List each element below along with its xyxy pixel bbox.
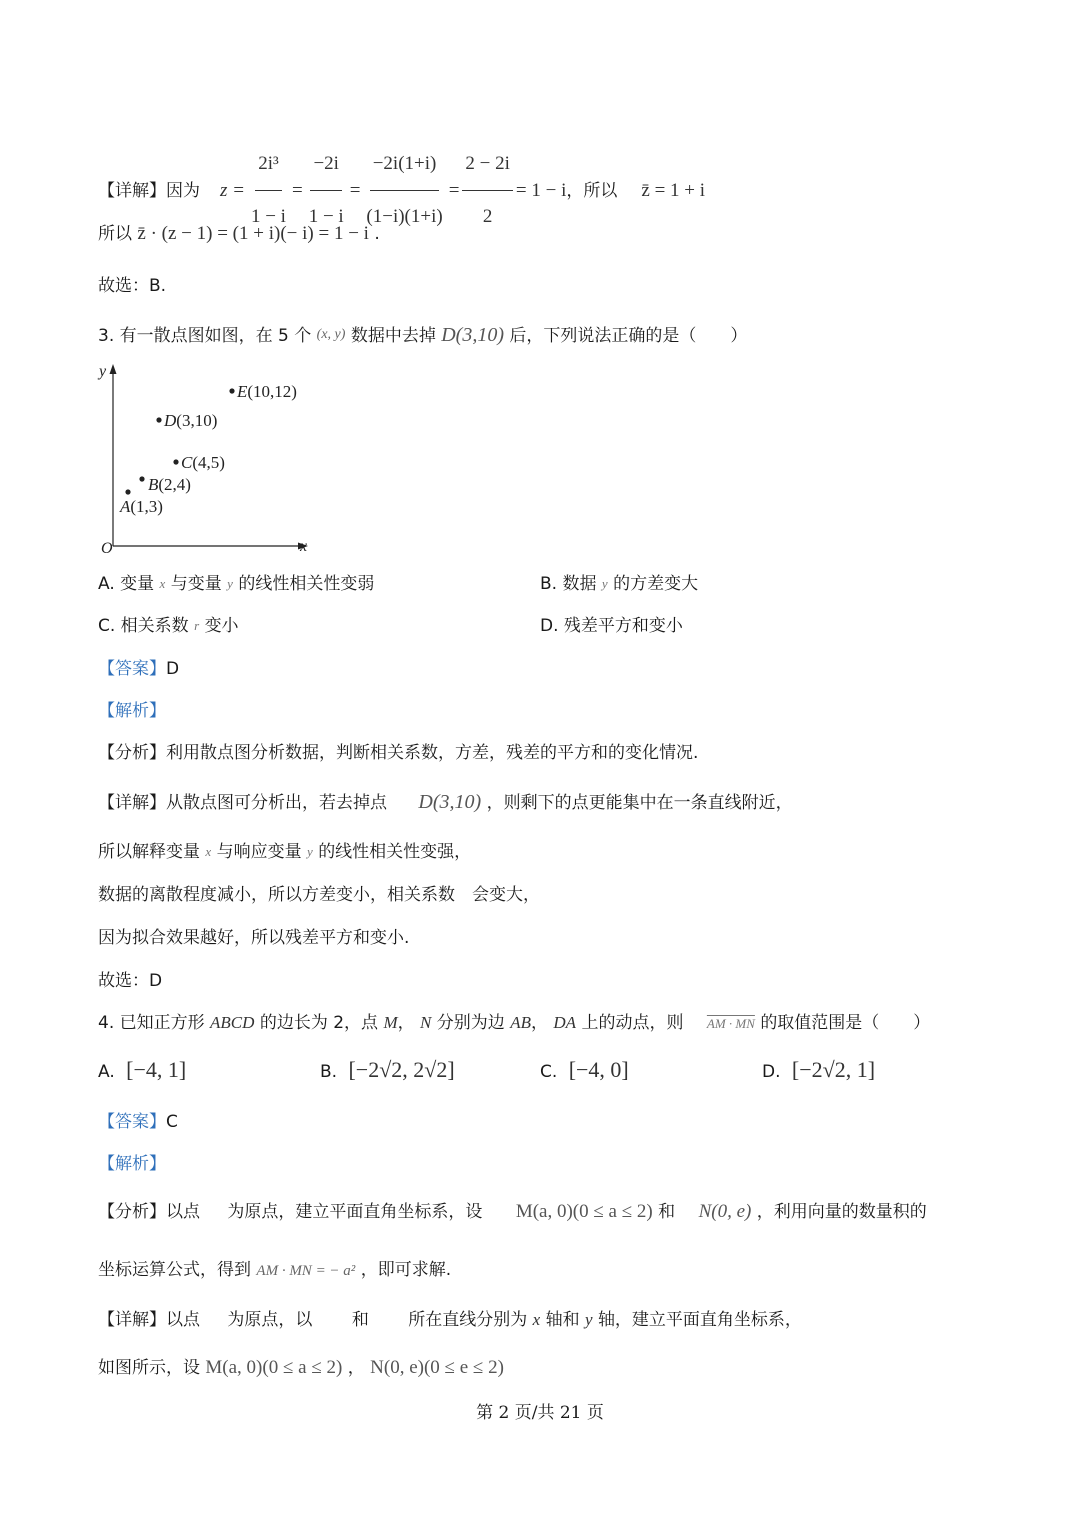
scatter-point-label: A(1,3) [120,497,163,516]
q3-xiangjie-2: 所以解释变量 $^x$ 与响应变量 $^y$ 的线性相关性变强， [98,842,472,862]
q4-fenxi-2: 坐标运算公式，得到 AM · MN = − a² ，即可求解. [98,1260,452,1280]
solution-label: 【详解】因为 [98,180,200,201]
scatter-point-label: C(4,5) [181,453,225,472]
scatter-point-label: E(10,12) [237,382,297,401]
eq-lhs: z = [220,179,245,201]
scatter-point [139,476,144,481]
axis-x-label: x [300,538,308,555]
scatter-plot [96,362,326,562]
solution-2-line-1: 【详解】因为 z = $\frac{\text{2i³}}{1 - i}$ = $\frac{-2i}{1 - i}$ = $\frac{-2i(1+i)}{(1-i)(1+i)}$ = $\frac{2 - 2i}{2}$ = 1 − i ，所以 z̄ = 1 + i [98,140,705,241]
q3-xiangjie-3: 数据的离散程度减小，所以方差变小，相关系数 会变大， [98,885,540,905]
question-3-stem: 3. 有一散点图如图，在 5 个 $^{(x, y)}$ 数据中去掉 D(3,10) 后，下列说法正确的是（ ） [98,324,748,346]
q3-xiangjie-4: 因为拟合效果越好，所以残差平方和变小. [98,928,410,948]
q3-fenxi: 【分析】利用散点图分析数据，判断相关系数，方差，残差的平方和的变化情况. [98,743,699,763]
page-footer: 第 2 页/共 21 页 [476,1403,604,1423]
axis-y-label: y [99,363,107,380]
y-axis-arrow [110,364,117,374]
q3-option-c[interactable]: C. 相关系数 $^r$ 变小 [98,616,239,636]
solution-2-line-2: 所以 z̄ · (z − 1) = (1 + i)(− i) = 1 − i . [98,223,380,244]
q3-option-d[interactable]: D. 残差平方和变小 [540,616,683,636]
scatter-point-label: B(2,4) [148,475,191,494]
suoyi-text: ，所以 [566,180,618,201]
q3-option-b[interactable]: B. 数据 $^y$ 的方差变大 [540,574,699,594]
q3-option-a[interactable]: A. 变量 $^x$ 与变量 $^y$ 的线性相关性变弱 [98,574,375,594]
q3-answer: 【答案】D [98,659,180,679]
q4-option-d[interactable]: D. [−2√2, 1] [762,1057,876,1082]
fraction-1: $\frac{\text{2i³}}{1 - i}$ [248,140,289,241]
scatter-points [119,382,297,516]
fraction-2: $\frac{-2i}{1 - i}$ [306,140,347,241]
origin-label: O [101,540,113,557]
question-4-stem: 4. 已知正方形 ABCD 的边长为 2，点 M， N 分别为边 AB， DA 上的动点，则 AM · MN 的取值范围是（ ） [98,1013,931,1033]
q4-answer: 【答案】C [98,1112,178,1132]
scatter-point [156,417,161,422]
scatter-point [173,459,178,464]
q4-option-b[interactable]: B. [−2√2, 2√2] [320,1057,455,1082]
fraction-4: $\frac{2 - 2i}{2}$ [462,140,513,241]
q3-xiangjie-1: 【详解】从散点图可分析出，若去掉点 D(3,10) ，则剩下的点更能集中在一条直线附近， [98,791,793,813]
q4-xiangjie-1: 【详解】以点 为原点，以 和 所在直线分别为 x 轴和 y 轴，建立平面直角坐标系， [98,1310,802,1330]
fraction-3: $\frac{-2i(1+i)}{(1-i)(1+i)}$ [363,140,445,241]
q3-analysis-heading: 【解析】 [98,701,166,721]
q4-fenxi-1: 【分析】以点 为原点，建立平面直角坐标系，设 M(a, 0)(0 ≤ a ≤ 2) 和 N(0, e) ，利用向量的数量积的 [98,1201,927,1222]
scatter-point-label: D(3,10) [164,411,218,430]
solution-2-answer: 故选：B. [98,276,167,296]
q4-option-c[interactable]: C. [−4, 0] [540,1057,629,1082]
scatter-point [229,388,234,393]
q4-xiangjie-2: 如图所示，设 M(a, 0)(0 ≤ a ≤ 2) ， N(0, e)(0 ≤ e ≤ 2) [98,1357,504,1378]
solution-2-expression: z̄ · (z − 1) = (1 + i)(− i) = 1 − i [137,223,369,244]
q4-analysis-heading: 【解析】 [98,1154,166,1174]
q3-final-answer: 故选：D [98,971,163,991]
conjugate-result: z̄ = 1 + i [641,179,706,201]
q4-option-a[interactable]: A. [−4, 1] [98,1057,187,1082]
scatter-point [125,489,130,494]
eq-rhs: = 1 − i [515,179,567,201]
